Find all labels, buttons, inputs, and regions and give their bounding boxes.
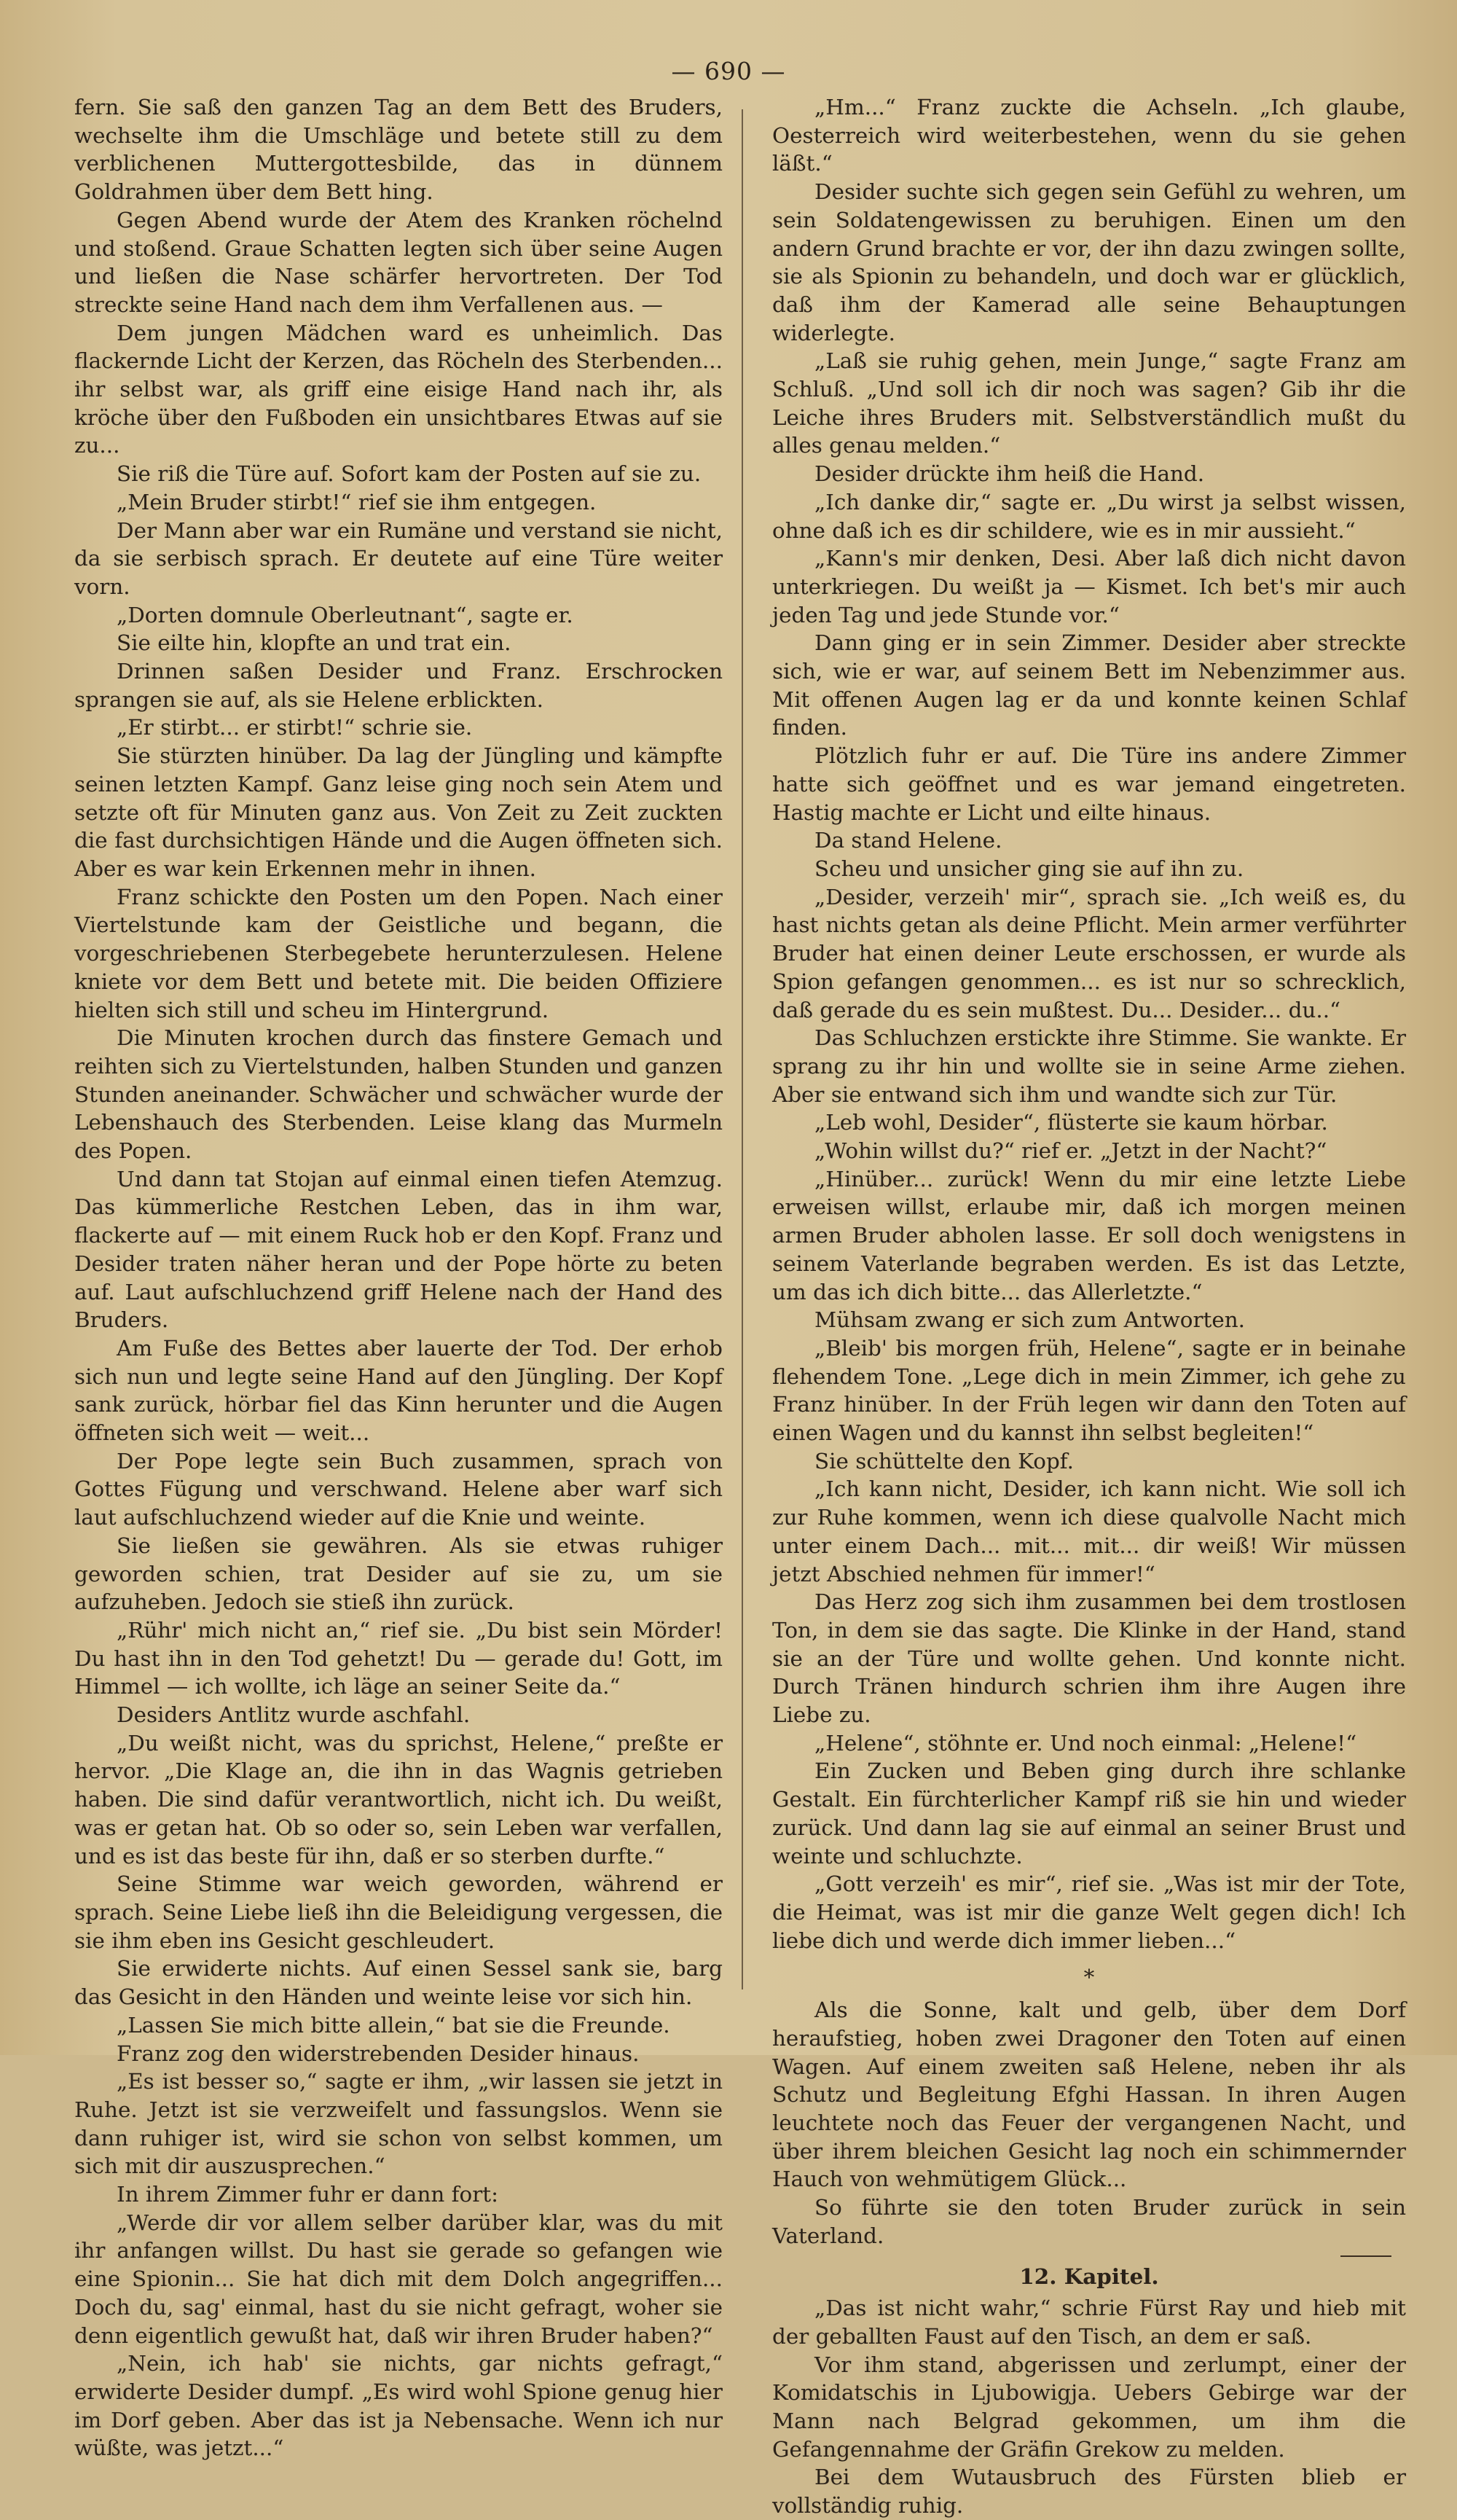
- paragraph: „Dorten domnule Oberleutnant“, sagte er.: [117, 602, 573, 627]
- paragraph: Mühsam zwang er sich zum Antworten.: [814, 1307, 1245, 1333]
- paragraph: In ihrem Zimmer fuhr er dann fort:: [117, 2182, 498, 2207]
- paragraph: Und dann tat Stojan auf einmal einen tiefen Atemzug. Das kümmerliche Restchen Leben, das in ihm war, flackerte auf — mit einem Ruck hob er den Kopf. Franz und Desider traten näher heran und der Pope hörte zu beten auf. Laut aufschluchzend griff Helene nach der Hand des Bruders.: [74, 1166, 723, 1333]
- paragraph: Vor ihm stand, abgerissen und zerlumpt, einer der Komidatschis in Ljubowigja. Uebers Gebirge war der Mann nach Belgrad gekommen, um ihm die Gefangennahme der Gräfin Grekow zu melden.: [772, 2352, 1406, 2462]
- right-column: [772, 93, 1406, 2520]
- paragraph: „Du weißt nicht, was du sprichst, Helene,“ preßte er hervor. „Die Klage an, die ihn in das Wagnis getrieben haben. Die sind dafür verantwortlich, nicht ich. Du weißt, was er getan hat. Ob so oder so, sein Leben war verfallen, und es ist das beste für ihn, daß er so sterben durfte.“: [74, 1730, 723, 1869]
- paragraph: Plötzlich fuhr er auf. Die Türe ins andere Zimmer hatte sich geöffnet und es war jemand eingetreten. Hastig machte er Licht und eilte hinaus.: [772, 743, 1406, 825]
- paragraph: Ein Zucken und Beben ging durch ihre schlanke Gestalt. Ein fürchterlicher Kampf riß sie hin und wieder zurück. Und dann lag sie auf einmal an seiner Brust und weinte und schluchzte.: [772, 1758, 1406, 1869]
- paragraph: Der Pope legte sein Buch zusammen, sprach von Gottes Fügung und verschwand. Helene aber warf sich laut aufschluchzend wieder auf die Knie und weinte.: [74, 1448, 723, 1530]
- paragraph: „Desider, verzeih' mir“, sprach sie. „Ich weiß es, du hast nichts getan als deine Pflicht. Mein armer verführter Bruder hat einen deiner Leute erschossen, er wurde als Spion gefangen genommen... es ist nur so schrecklich, daß gerade du es sein mußtest. Du... Desider... du..“: [772, 884, 1406, 1022]
- paragraph: „Werde dir vor allem selber darüber klar, was du mit ihr anfangen willst. Du hast sie gerade so gefangen wie eine Spionin... Sie hat dich mit dem Dolch angegriffen... Doch du, sag' einmal, hast du sie nicht gefragt, woher sie denn eigentlich gewußt hat, daß wir ihren Bruder haben?“: [74, 2210, 723, 2348]
- paragraph: Die Minuten krochen durch das finstere Gemach und reihten sich zu Viertelstunden, halben Stunden und ganzen Stunden aneinander. Schwächer und schwächer wurde der Lebenshauch des Sterbenden. Leise klang das Murmeln des Popen.: [74, 1025, 723, 1164]
- paragraph: Am Fuße des Bettes aber lauerte der Tod. Der erhob sich nun und legte seine Hand auf den Jüngling. Der Kopf sank zurück, hörbar fiel das Kinn herunter und die Augen öffneten sich weit — weit...: [74, 1335, 723, 1446]
- page-number: — 690 —: [671, 57, 786, 85]
- paragraph: „Das ist nicht wahr,“ schrie Fürst Ray und hieb mit der geballten Faust auf den Tisch, an dem er saß.: [772, 2296, 1406, 2349]
- paragraph: Sie riß die Türe auf. Sofort kam der Posten auf sie zu.: [117, 461, 702, 487]
- paragraph: „Mein Bruder stirbt!“ rief sie ihm entgegen.: [117, 489, 597, 514]
- paragraph: Desiders Antlitz wurde aschfahl.: [117, 1702, 471, 1728]
- paragraph: Als die Sonne, kalt und gelb, über dem Dorf heraufstieg, hoben zwei Dragoner den Toten auf einen Wagen. Auf einem zweiten saß Helene, neben ihr als Schutz und Begleitung Efghi Hassan. In ihren Augen leuchtete noch das Feuer der vergangenen Nacht, und über ihrem bleichen Gesicht lag noch ein schimmernder Hauch von wehmütigem Glück...: [772, 1997, 1406, 2192]
- paragraph: „Kann's mir denken, Desi. Aber laß dich nicht davon unterkriegen. Du weißt ja — Kismet. Ich bet's mir auch jeden Tag und jede Stunde vor.“: [772, 546, 1406, 627]
- paragraph: Scheu und unsicher ging sie auf ihn zu.: [814, 856, 1244, 881]
- paragraph: Der Mann aber war ein Rumäne und verstand sie nicht, da sie serbisch sprach. Er deutete auf eine Türe weiter vorn.: [74, 517, 723, 599]
- paragraph: Dann ging er in sein Zimmer. Desider aber streckte sich, wie er war, auf seinem Bett im Nebenzimmer aus. Mit offenen Augen lag er da und konnte keinen Schlaf finden.: [772, 630, 1406, 740]
- paragraph: „Hm...“ Franz zuckte die Achseln. „Ich glaube, Oesterreich wird weiterbestehen, wenn du sie gehen läßt.“: [772, 95, 1406, 176]
- paragraph: Dem jungen Mädchen ward es unheimlich. Das flackernde Licht der Kerzen, das Röcheln des Sterbenden... ihr selbst war, als griff eine eisige Hand nach ihr, als kröche über den Fußboden ein unsichtbares Etwas auf sie zu...: [74, 320, 723, 458]
- paragraph: Desider drückte ihm heiß die Hand.: [814, 461, 1205, 487]
- paragraph: Gegen Abend wurde der Atem des Kranken röchelnd und stoßend. Graue Schatten legten sich über seine Augen und ließen die Nase schärfer hervortreten. Der Tod streckte seine Hand nach dem ihm Verfallenen aus. —: [74, 207, 723, 317]
- paragraph: Sie stürzten hinüber. Da lag der Jüngling und kämpfte seinen letzten Kampf. Ganz leise ging noch sein Atem und setzte oft für Minuten ganz aus. Von Zeit zu Zeit zuckten die fast durchsichtigen Hände und die Augen öffneten sich. Aber es war kein Erkennen mehr in ihnen.: [74, 743, 723, 881]
- paragraph: Franz zog den widerstrebenden Desider hinaus.: [117, 2040, 640, 2066]
- column-divider: [742, 109, 743, 1989]
- paragraph: Seine Stimme war weich geworden, während er sprach. Seine Liebe ließ ihn die Beleidigung vergessen, die sie ihm eben ins Gesicht geschleudert.: [74, 1871, 723, 1953]
- paragraph: Sie schüttelte den Kopf.: [814, 1448, 1074, 1474]
- paragraph: Sie ließen sie gewähren. Als sie etwas ruhiger geworden schien, trat Desider auf sie zu, um sie aufzuheben. Jedoch sie stieß ihn zurück.: [74, 1533, 723, 1615]
- paragraph: Da stand Helene.: [814, 828, 1002, 853]
- paragraph: fern. Sie saß den ganzen Tag an dem Bett des Bruders, wechselte ihm die Umschläge und betete still zu dem verblichenen Muttergottesbilde, das in dünnem Goldrahmen über dem Bett hing.: [74, 95, 723, 205]
- paragraph: „Wohin willst du?“ rief er. „Jetzt in der Nacht?“: [814, 1138, 1327, 1164]
- paragraph: „Nein, ich hab' sie nichts, gar nichts gefragt,“ erwiderte Desider dumpf. „Es wird wohl Spione genug hier im Dorf geben. Aber das ist ja Nebensache. Wenn ich nur wüßte, was jetzt...“: [74, 2351, 723, 2461]
- paragraph: „Hinüber... zurück! Wenn du mir eine letzte Liebe erweisen willst, erlaube mir, daß ich morgen meinen armen Bruder abholen lasse. Er soll doch wenigstens in seinem Vaterlande begraben werden. Es ist das Letzte, um das ich dich bitte... das Allerletzte.“: [772, 1166, 1406, 1304]
- paragraph: Bei dem Wutausbruch des Fürsten blieb er vollständig ruhig.: [772, 2465, 1406, 2519]
- paragraph: Drinnen saßen Desider und Franz. Erschrocken sprangen sie auf, als sie Helene erblickten.: [74, 659, 723, 712]
- paragraph: „Rühr' mich nicht an,“ rief sie. „Du bist sein Mörder! Du hast ihn in den Tod gehetzt! Du — gerade du! Gott, im Himmel — ich wollte, ich läge an seiner Seite da.“: [74, 1617, 723, 1699]
- paragraph: Das Herz zog sich ihm zusammen bei dem trostlosen Ton, in dem sie das sagte. Die Klinke in der Hand, stand sie an der Türe und wollte gehen. Und konnte nicht. Durch Tränen hindurch schrien ihm ihre Augen ihre Liebe zu.: [772, 1589, 1406, 1728]
- paragraph: Desider suchte sich gegen sein Gefühl zu wehren, um sein Soldatengewissen zu beruhigen. Einen um den andern Grund brachte er vor, der ihn dazu zwingen sollte, sie als Spionin zu behandeln, und doch war er glücklich, daß ihm der Kamerad alle seine Behauptungen widerlegte.: [772, 179, 1406, 345]
- paragraph: Sie eilte hin, klopfte an und trat ein.: [117, 630, 511, 656]
- paragraph: „Es ist besser so,“ sagte er ihm, „wir lassen sie jetzt in Ruhe. Jetzt ist sie verzweifelt und fassungslos. Wenn sie dann ruhiger ist, wird sie schon von selbst kommen, um sich mit dir auszusprechen.“: [74, 2069, 723, 2179]
- paragraph: Sie erwiderte nichts. Auf einen Sessel sank sie, barg das Gesicht in den Händen und weinte leise vor sich hin.: [74, 1956, 723, 2010]
- chapter-body: [772, 2294, 1406, 2520]
- paragraph: „Ich danke dir,“ sagte er. „Du wirst ja selbst wissen, ohne daß ich es dir schildere, wie es in mir aussieht.“: [772, 489, 1406, 543]
- chapter-heading: 12. Kapitel.: [1019, 2263, 1159, 2290]
- paragraph: „Leb wohl, Desider“, flüsterte sie kaum hörbar.: [814, 1110, 1328, 1135]
- paragraph: Das Schluchzen erstickte ihre Stimme. Sie wankte. Er sprang zu ihr hin und wollte sie in seine Arme ziehen. Aber sie entwand sich ihm und wandte sich zur Tür.: [772, 1025, 1406, 1107]
- paragraph: „Gott verzeih' es mir“, rief sie. „Was ist mir der Tote, die Heimat, was ist mir die ganze Welt gegen dich! Ich liebe dich und werde dich immer lieben...“: [772, 1871, 1406, 1953]
- paragraph: „Bleib' bis morgen früh, Helene“, sagte er in beinahe flehendem Tone. „Lege dich in mein Zimmer, ich gehe zu Franz hinüber. In der Früh legen wir dann den Toten auf einen Wagen und du kannst ihn selbst begleiten!“: [772, 1335, 1406, 1446]
- paragraph: Franz schickte den Posten um den Popen. Nach einer Viertelstunde kam der Geistliche und begann, die vorgeschriebenen Sterbegebete herunterzulesen. Helene kniete vor dem Bett und betete mit. Die beiden Offiziere hielten sich still und scheu im Hintergrund.: [74, 884, 723, 1022]
- left-column: [74, 93, 723, 2462]
- right-column-epilogue: [772, 1996, 1406, 2250]
- paragraph: So führte sie den toten Bruder zurück in sein Vaterland.: [772, 2195, 1406, 2248]
- paragraph: „Laß sie ruhig gehen, mein Junge,“ sagte Franz am Schluß. „Und soll ich dir noch was sagen? Gib ihr die Leiche ihres Bruders mit. Selbstverständlich mußt du alles genau melden.“: [772, 348, 1406, 458]
- paragraph: „Lassen Sie mich bitte allein,“ bat sie die Freunde.: [117, 2012, 670, 2038]
- paragraph: „Helene“, stöhnte er. Und noch einmal: „Helene!“: [814, 1730, 1357, 1756]
- paragraph: „Er stirbt... er stirbt!“ schrie sie.: [117, 715, 473, 740]
- end-rule: [1340, 2255, 1391, 2257]
- section-break-mark: *: [1083, 1965, 1095, 1990]
- paragraph: „Ich kann nicht, Desider, ich kann nicht. Wie soll ich zur Ruhe kommen, wenn ich diese qualvolle Nacht mich unter einem Dach... mit... mit... dir weiß! Wir müssen jetzt Abschied nehmen für immer!“: [772, 1476, 1406, 1586]
- right-column-story: [772, 93, 1406, 1954]
